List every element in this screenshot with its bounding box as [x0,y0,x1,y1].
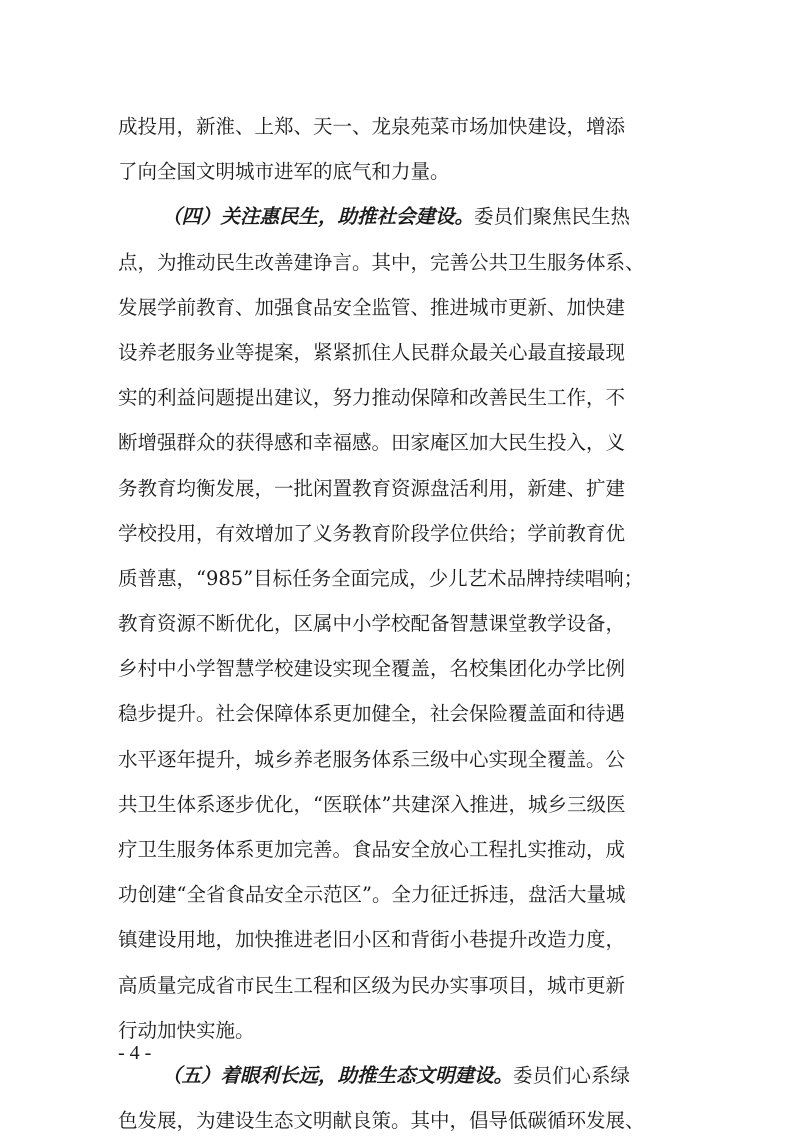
section-heading-4: （四）关注惠民生，助推社会建设。 [162,205,475,229]
page-number: - 4 - [118,1042,152,1064]
section-heading-5: （五）着眼利长远，助推生态文明建设。 [162,1063,514,1087]
text-line: 了向全国文明城市进军的底气和力量。 [118,160,450,184]
text-line: 实的利益问题提出建议，努力推动保障和改善民生工作，不 [118,386,626,410]
text-line: 镇建设用地，加快推进老旧小区和背街小巷提升改造力度， [118,928,626,952]
body-text [118,104,684,1143]
text-line: 稳步提升。社会保障体系更加健全，社会保险覆盖面和待遇 [118,702,626,726]
section-heading-line: （五）着眼利长远，助推生态文明建设。委员们心系绿 [162,1063,631,1087]
text-line: 成投用，新淮、上郑、天一、龙泉苑菜市场加快建设，增添 [118,115,626,138]
text-line: 学校投用，有效增加了义务教育阶段学位供给；学前教育优 [118,521,626,545]
text-line: 共卫生体系逐步优化，“医联体”共建深入推进，城乡三级医 [118,792,626,816]
text-line: 断增强群众的获得感和幸福感。田家庵区加大民生投入，义 [118,431,626,455]
text-line: 疗卫生服务体系更加完善。食品安全放心工程扎实推动，成 [118,838,626,861]
text-line: 发展学前教育、加强食品安全监管、推进城市更新、加快建 [118,295,626,319]
text-line: 质普惠，“985”目标任务全面完成，少儿艺术品牌持续唱响； [118,566,644,590]
text-line: 色发展，为建设生态文明献良策。其中，倡导低碳循环发展、 [118,1109,645,1133]
text-line: 点，为推动民生改善建诤言。其中，完善公共卫生服务体系、 [118,250,645,274]
section-heading-line: （四）关注惠民生，助推社会建设。委员们聚焦民生热 [162,205,631,229]
text-line: 乡村中小学智慧学校建设实现全覆盖，名校集团化办学比例 [118,657,626,681]
text-line: 功创建“全省食品安全示范区”。全力征迁拆违，盘活大量城 [118,883,626,907]
text-line: 设养老服务业等提案，紧紧抓住人民群众最关心最直接最现 [118,340,626,364]
text-line: 教育资源不断优化，区属中小学校配备智慧课堂教学设备， [118,612,626,636]
text-line: 水平逐年提升，城乡养老服务体系三级中心实现全覆盖。公 [118,747,626,771]
text-line: 高质量完成省市民生工程和区级为民办实事项目，城市更新 [118,973,626,997]
text-line: 务教育均衡发展，一批闲置教育资源盘活利用，新建、扩建 [118,476,626,500]
text-line: 行动加快实施。 [118,1018,255,1042]
